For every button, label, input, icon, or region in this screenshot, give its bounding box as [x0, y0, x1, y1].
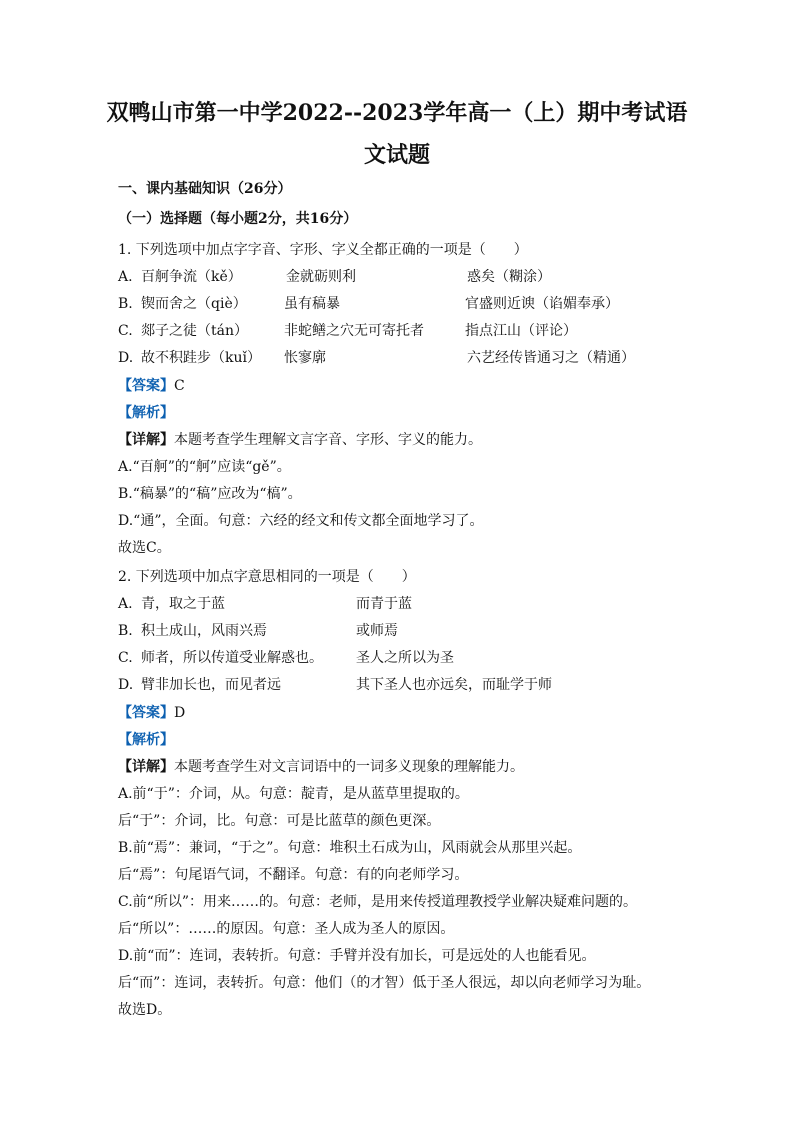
- q1-line-d: D.“通”，全面。句意：六经的经文和传文都全面地学习了。: [118, 513, 484, 529]
- q2-analysis: [118, 730, 174, 750]
- q1-line-b: B.“稿暴”的“稿”应改为“槁”。: [118, 486, 302, 502]
- q1-answer: [118, 376, 185, 396]
- q1-option-d-col3: 六艺经传皆通习之（精通）: [467, 350, 635, 366]
- q1-option-c-col2: 非蛇鳝之穴无可寄托者: [284, 323, 424, 339]
- q1-option-b-col1: 锲而舍之（qiè）: [141, 296, 247, 312]
- q1-detail: [118, 430, 482, 450]
- q2-option-c-label: C.: [118, 650, 133, 666]
- q2-line-6: 后“所以”：……的原因。句意：圣人成为圣人的原因。: [118, 921, 455, 937]
- q2-line-4: 后“焉”：句尾语气词，不翻译。句意：有的向老师学习。: [118, 867, 469, 883]
- q2-line-2: 后“于”：介词，比。句意：可是比蓝草的颜色更深。: [118, 813, 441, 829]
- q2-answer: [118, 703, 185, 723]
- q2-option-b-col1: 积土成山，风雨兴焉: [141, 623, 267, 639]
- q2-option-d-label: D.: [118, 677, 134, 693]
- answer-value: D: [174, 705, 186, 721]
- q1-option-b-col3: 官盛则近谀（谄媚奉承）: [465, 296, 619, 312]
- q2-line-1: A.前“于”：介词，从。句意：靛青，是从蓝草里提取的。: [118, 786, 469, 802]
- q2-line-5: C.前“所以”：用来……的。句意：老师，是用来传授道理教授学业解决疑难问题的。: [118, 894, 637, 910]
- q1-option-b-label: B.: [118, 296, 133, 312]
- page-title-line-1: 双鸭山市第一中学2022--2023学年高一（上）期中考试语: [106, 100, 688, 126]
- page-title-line-2: 文试题: [363, 142, 430, 168]
- q1-analysis: [118, 403, 174, 423]
- detail-tag: 【详解】: [118, 432, 174, 448]
- q2-option-a-col2: 而青于蓝: [356, 596, 412, 612]
- q2-option-b-col2: 或师焉: [356, 623, 398, 639]
- q2-conclusion: 故选D。: [118, 1002, 172, 1018]
- q2-option-c-col1: 师者，所以传道受业解惑也。: [141, 650, 323, 666]
- q1-option-d-label: D.: [118, 350, 134, 366]
- section-heading: 一、课内基础知识（26分）: [118, 181, 292, 197]
- q1-option-c-col3: 指点江山（评论）: [465, 323, 577, 339]
- q2-option-d-col2: 其下圣人也亦远矣，而耻学于师: [356, 677, 552, 693]
- q1-option-c-label: C.: [118, 323, 133, 339]
- q2-option-a-label: A.: [118, 596, 133, 612]
- q2-stem: 2. 下列选项中加点字意思相同的一项是（ ）: [118, 569, 416, 585]
- detail-tag: 【详解】: [118, 759, 174, 775]
- detail-text: 本题考查学生对文言词语中的一词多义现象的理解能力。: [174, 759, 524, 775]
- q1-conclusion: 故选C。: [118, 540, 171, 556]
- q1-line-a: A.“百舸”的“舸”应读“gě”。: [118, 459, 291, 475]
- q1-option-a-col1: 百舸争流（kě）: [141, 269, 242, 285]
- section-subheading: （一）选择题（每小题2分，共16分）: [118, 211, 358, 227]
- q2-option-d-col1: 臂非加长也，而见者远: [141, 677, 281, 693]
- q2-option-c-col2: 圣人之所以为圣: [356, 650, 454, 666]
- answer-tag: 【答案】: [118, 378, 174, 394]
- q1-option-a-label: A.: [118, 269, 133, 285]
- q1-option-a-col3: 惑矣（糊涂）: [467, 269, 551, 285]
- q1-stem: 1. 下列选项中加点字字音、字形、字义全都正确的一项是（ ）: [118, 242, 528, 258]
- q1-option-c-col1: 郯子之徒（tán）: [141, 323, 248, 339]
- q2-line-8: 后“而”：连词，表转折。句意：他们（的才智）低于圣人很远，却以向老师学习为耻。: [118, 975, 651, 991]
- detail-text: 本题考查学生理解文言字音、字形、字义的能力。: [174, 432, 482, 448]
- q2-option-a-col1: 青，取之于蓝: [141, 596, 225, 612]
- q2-option-b-label: B.: [118, 623, 133, 639]
- q1-option-a-col2: 金就砺则利: [286, 269, 356, 285]
- analysis-tag: 【解析】: [118, 405, 174, 421]
- answer-tag: 【答案】: [118, 705, 174, 721]
- q2-line-3: B.前“焉”：兼词，“于之”。句意：堆积土石成为山，风雨就会从那里兴起。: [118, 840, 582, 856]
- analysis-tag: 【解析】: [118, 732, 174, 748]
- answer-value: C: [174, 378, 185, 394]
- q1-option-d-col1: 故不积跬步（kuǐ）: [141, 350, 261, 366]
- q2-line-7: D.前“而”：连词，表转折。句意：手臂并没有加长，可是远处的人也能看见。: [118, 948, 596, 964]
- q2-detail: [118, 757, 524, 777]
- q1-option-d-col2: 怅寥廓: [284, 350, 326, 366]
- q1-option-b-col2: 虽有稿暴: [284, 296, 340, 312]
